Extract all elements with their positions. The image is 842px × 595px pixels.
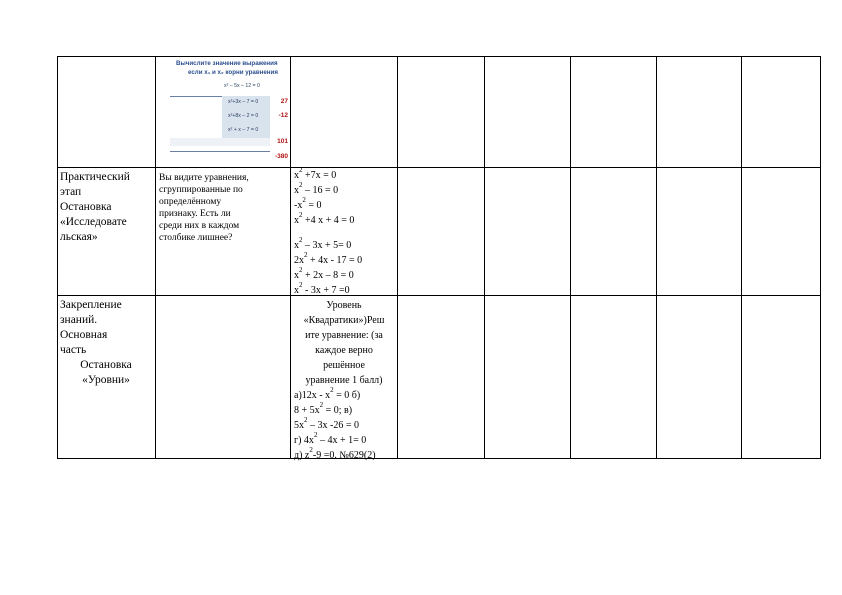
level-line: ите уравнение: (за [305, 330, 383, 341]
stage-line: часть [60, 344, 87, 356]
slide-title-line2: если x₁ и x₂ корни уравнения [188, 69, 278, 76]
stage-line: Практический [60, 171, 130, 183]
slide-equation: x² + x – 7 = 0 [228, 127, 259, 133]
stage-line: «Исследовате [60, 216, 127, 228]
exercise-c: $5x^2 - 3x$ -26 = 0 [294, 416, 359, 431]
equation: $x^2 - 3x + 5= 0$ [294, 236, 352, 251]
col-border-6 [656, 56, 657, 459]
slide-rule [170, 96, 222, 97]
task-line: признаку. Есть ли [159, 209, 231, 219]
stage-line: Остановка [60, 201, 112, 213]
equation: $x^2 +4$ x + 4 = 0 [294, 211, 355, 226]
row-border-1 [57, 167, 820, 168]
row-border-top [57, 56, 820, 57]
col-border-5 [570, 56, 571, 459]
task-line: определённому [159, 197, 222, 207]
equation-group-1 [294, 168, 354, 228]
embedded-slide-image [170, 58, 290, 162]
exercise-b: $8 + 5x^2 = 0$; в) [294, 401, 353, 416]
slide-value: -12 [278, 112, 288, 119]
level-task [292, 298, 396, 388]
equation-group-2 [294, 238, 362, 298]
task-line: среди них в каждом [159, 221, 240, 231]
equation: $x^2 - 3x + 7 =0$ [294, 281, 350, 296]
col-border-3 [397, 56, 398, 459]
exercise-d: г) $4x^2 - 4x + 1= 0$ [294, 431, 367, 446]
level-line: Уровень [326, 300, 362, 311]
equation: $2x^2 + 4x - 17 = 0$ [294, 251, 363, 266]
col-border-4 [484, 56, 485, 459]
stage-line: льская» [60, 231, 98, 243]
stage-line: Остановка [80, 359, 132, 371]
exercise-a: $а)12x - x^2 = 0$ б) [294, 386, 361, 401]
stage-line: «Уровни» [82, 374, 130, 386]
slide-equation: x²+3x – 7 = 0 [228, 99, 259, 105]
exercise-e: д) $z^2-9 =0$. №629(2) [294, 446, 376, 461]
col-border-7 [741, 56, 742, 459]
col-border-1 [155, 56, 156, 459]
stage-practical [60, 170, 130, 245]
level-line: уравнение 1 балл) [305, 375, 383, 386]
row-border-2 [57, 295, 820, 296]
task-line: Вы видите уравнения, [159, 173, 249, 183]
col-border-0 [57, 56, 58, 459]
slide-title-line1: Вычислите значение выражения [176, 60, 278, 67]
slide-value: -380 [274, 153, 288, 160]
task-line: сгруппированные по [159, 185, 243, 195]
level-line: решённое [323, 360, 365, 371]
equation: $x^2 - 16 = 0$ [294, 181, 339, 196]
level-line: каждое верно [315, 345, 373, 356]
slide-value: 101 [277, 138, 288, 145]
equation: $x^2 + 2x - 8 = 0$ [294, 266, 354, 281]
equation: $-x^2 = 0$ [294, 196, 322, 211]
slide-value: 27 [280, 98, 288, 105]
slide-rule [170, 151, 270, 152]
task-description [159, 172, 249, 244]
slide-equation: x² – 5x – 12 = 0 [224, 83, 260, 89]
equation: $x^2 +7x = 0$ [294, 166, 337, 181]
stage-consolidation [60, 298, 152, 388]
stage-line: этап [60, 186, 82, 198]
stage-line: знаний. [60, 314, 98, 326]
row-border-bottom [57, 458, 820, 459]
col-border-8 [820, 56, 821, 459]
exercise-list [294, 388, 376, 463]
stage-line: Основная [60, 329, 108, 341]
task-line: столбике лишнее? [159, 233, 233, 243]
level-line: «Квадратики»)Реш [303, 315, 385, 326]
slide-equation: x²+8x – 2 = 0 [228, 113, 259, 119]
col-border-2 [290, 56, 291, 459]
slide-band [170, 138, 270, 146]
stage-line: Закрепление [60, 299, 122, 311]
